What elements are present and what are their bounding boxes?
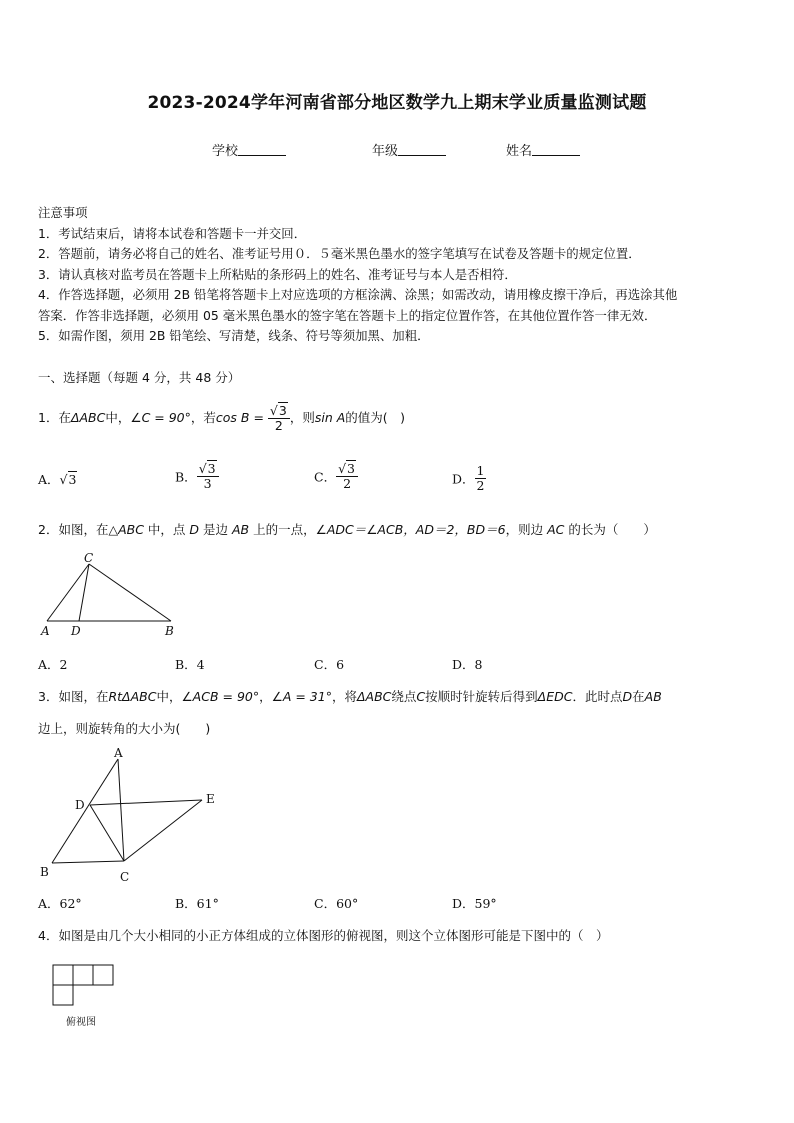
q2-option-d[interactable]: D．8: [452, 657, 483, 672]
q1-option-a[interactable]: A．√3: [38, 472, 77, 487]
q1-option-c[interactable]: C． $\frac{√3}{2}$: [314, 462, 358, 491]
notice-item: 3．请认真核对监考员在答题卡上所粘贴的条形码上的姓名、准考证号与本人是否相符．: [38, 266, 517, 282]
q4-caption: 俯视图: [66, 1017, 96, 1028]
q2-option-a[interactable]: A．2: [38, 657, 68, 672]
question-1: 1．在ΔABC中，∠C = 90°，若cos B = $\frac{√3}{2}$ ，则sin A的值为( ): [38, 403, 406, 433]
q3-label-c: C: [120, 870, 130, 884]
grade-field[interactable]: 年级: [372, 140, 446, 159]
notice-item: 4．作答选择题，必须用 2B 铅笔将答题卡上对应选项的方框涂满、涂黑；如需改动，请用橡皮擦干净后，再选涂其他: [38, 287, 678, 302]
q4-top-view-figure: [52, 964, 122, 1009]
q3-label-a: A: [114, 746, 123, 760]
q1-option-d[interactable]: D． $\frac{1}{2}$: [452, 463, 485, 493]
name-field[interactable]: 姓名: [506, 140, 580, 159]
question-3-line-2: 边上，则旋转角的大小为( ): [38, 721, 211, 736]
question-4: 4．如图是由几个大小相同的小正方体组成的立体图形的俯视图，则这个立体图形可能是下图中的（ ）: [38, 928, 609, 943]
section-heading: 一、选择题（每题 4 分，共 48 分）: [38, 370, 241, 385]
school-field[interactable]: 学校: [212, 140, 286, 159]
q3-rotation-figure: [38, 745, 228, 885]
q2-option-c[interactable]: C．6: [314, 657, 345, 672]
q3-option-b[interactable]: B．61°: [175, 896, 219, 911]
notice-item: 答案．作答非选择题，必须用 05 毫米黑色墨水的签字笔在答题卡上的指定位置作答，在其他位置作答一律无效．: [38, 307, 657, 323]
notice-heading: 注意事项: [38, 205, 88, 220]
question-3-line-1: 3．如图，在RtΔABC中，∠ACB = 90°，∠A = 31°，将ΔABC绕点C按顺时针旋转后得到ΔEDC．此时点D在AB: [38, 689, 662, 704]
q3-label-e: E: [206, 792, 215, 806]
notice-item: 2．答题前，请务必将自己的姓名、准考证号用０．５毫米黑色墨水的签字笔填写在试卷及答题卡的规定位置．: [38, 246, 641, 261]
q3-label-b: B: [40, 865, 49, 879]
q2-label-b: B: [165, 624, 174, 638]
q3-option-d[interactable]: D．59°: [452, 896, 497, 911]
notice-item: 5．如需作图，须用 2B 铅笔绘、写清楚，线条、符号等须加黑、加粗．: [38, 328, 430, 343]
q2-label-a: A: [41, 624, 50, 638]
page-title: 2023-2024学年河南省部分地区数学九上期末学业质量监测试题: [147, 93, 647, 113]
notice-item: 1．考试结束后，请将本试卷和答题卡一并交回．: [38, 225, 307, 241]
question-2: 2．如图，在△ABC 中，点 D 是边 AB 上的一点，∠ADC＝∠ACB，AD＝2，BD＝6，则边 AC 的长为（ ）: [38, 522, 656, 537]
q3-option-a[interactable]: A．62°: [38, 896, 82, 911]
q2-label-c: C: [84, 551, 94, 565]
notice-section: [38, 203, 768, 347]
q3-label-d: D: [75, 798, 85, 812]
q1-option-b[interactable]: B． $\frac{√3}{3}$: [175, 462, 219, 491]
q2-option-b[interactable]: B．4: [175, 657, 205, 672]
q3-option-c[interactable]: C．60°: [314, 896, 359, 911]
q2-triangle-figure: [38, 548, 188, 640]
q2-label-d: D: [71, 624, 81, 638]
q1-fraction: $\frac{√3}{2}$: [268, 404, 290, 433]
